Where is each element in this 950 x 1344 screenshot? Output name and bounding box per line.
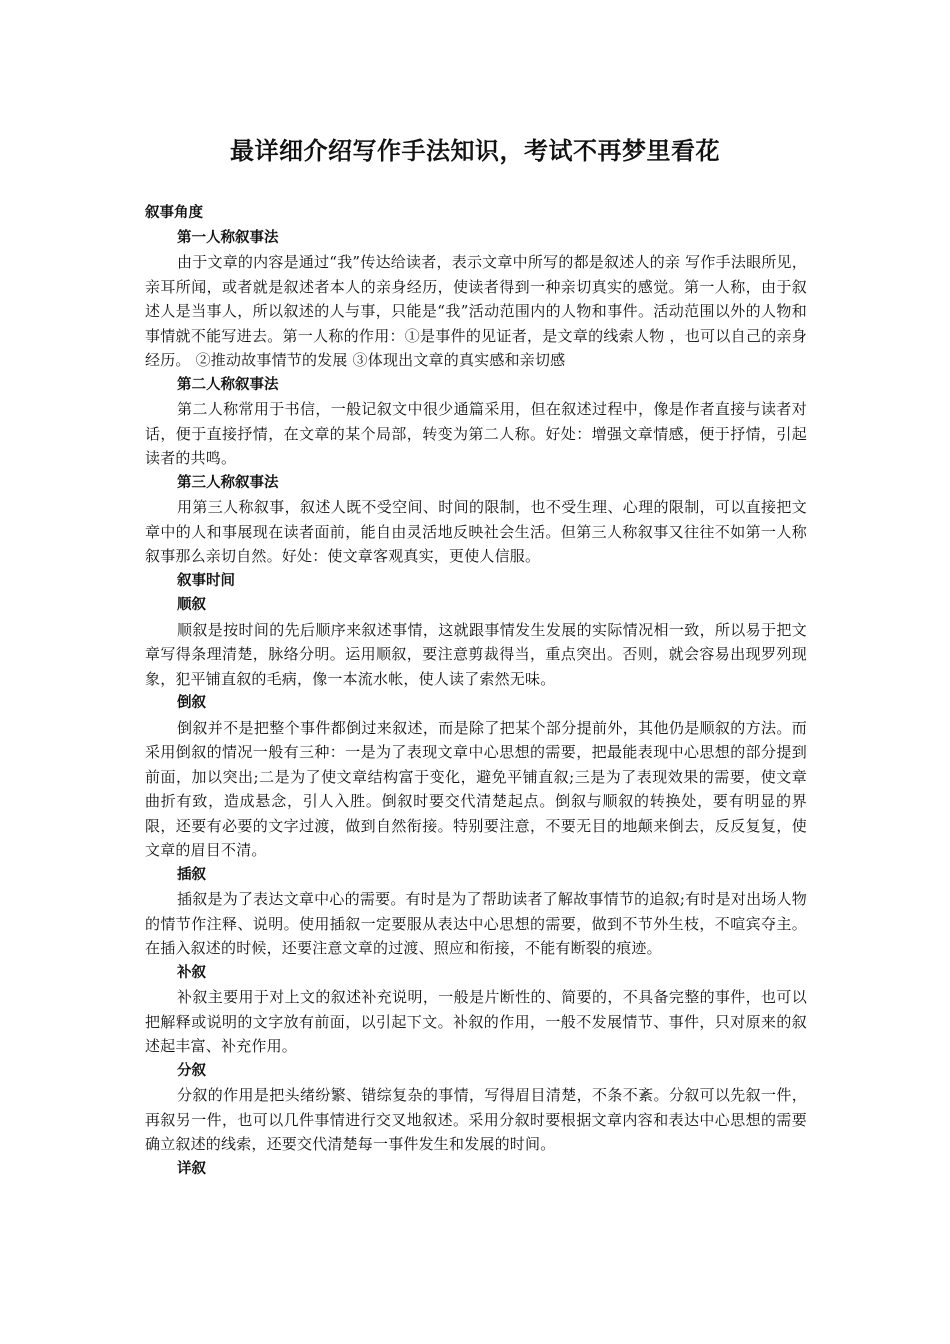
paragraph-second-person: 第二人称常用于书信，一般记叙文中很少通篇采用，但在叙述过程中，像是作者直接与读者对话，便于直接抒情，在文章的某个局部，转变为第二人称。好处：增强文章情感，便于抒情，引起读者的共鸣。 — [145, 400, 807, 467]
subheading-narrative-time: 叙事时间 — [177, 572, 235, 589]
paragraph-supplementary: 补叙主要用于对上文的叙述补充说明，一般是片断性的、简要的，不具备完整的事件，也可以把解释或说明的文字放有前面，以引起下文。补叙的作用，一般不发展情节、事件，只对原来的叙述起丰富、补充作用。 — [145, 988, 807, 1055]
subheading-chronological: 顺叙 — [177, 597, 206, 613]
section-heading-narrative-angle: 叙事角度 — [145, 205, 203, 221]
subheading-flashback: 倒叙 — [177, 695, 206, 711]
paragraph-third-person: 用第三人称叙事，叙述人既不受空间、时间的限制，也不受生理、心理的限制，可以直接把文章中的人和事展现在读者面前，能自由灵活地反映社会生活。但第三人称叙事又往往不如第一人称叙事那么亲切自然。好处：使文章客观真实，更使人信服。 — [145, 498, 807, 565]
subheading-detailed: 详叙 — [177, 1160, 206, 1177]
subheading-supplementary: 补叙 — [177, 964, 206, 981]
paragraph-first-person: 由于文章的内容是通过“我”传达给读者，表示文章中所写的都是叙述人的亲 写作手法眼所见，亲耳所闻，或者就是叙述者本人的亲身经历，使读者得到一种亲切真实的感觉。第一人称，由于叙述人是当事人，所以叙述的人与事，只能是“我”活动范围内的人物和事件。活动范围以外的人物和事情就不能写进去。第一人称的作用：①是事件的见证者，是文章的线索人物 ，也可以自己的亲身经历。 ②推动故事情节的发展 ③体现出文章的真实感和亲切感 — [145, 253, 807, 369]
document-body — [145, 201, 807, 1181]
subheading-second-person: 第二人称叙事法 — [177, 376, 279, 393]
subheading-separate: 分叙 — [177, 1062, 206, 1079]
paragraph-separate: 分叙的作用是把头绪纷繁、错综复杂的事情，写得眉目清楚，不条不紊。分叙可以先叙一件，再叙另一件，也可以几件事情进行交叉地叙述。采用分叙时要根据文章内容和表达中心思想的需要确立叙述的线索，还要交代清楚每一事件发生和发展的时间。 — [145, 1086, 807, 1153]
document-title: 最详细介绍写作手法知识，考试不再梦里看花 — [230, 137, 720, 165]
subheading-interpolation: 插叙 — [177, 866, 206, 883]
paragraph-chronological: 顺叙是按时间的先后顺序来叙述事情，这就跟事情发生发展的实际情况相一致，所以易于把文章写得条理清楚，脉络分明。运用顺叙，要注意剪裁得当，重点突出。否则，就会容易出现罗列现象，犯平铺直叙的毛病，像一本流水帐，使人读了索然无味。 — [145, 620, 807, 688]
paragraph-interpolation: 插叙是为了表达文章中心的需要。有时是为了帮助读者了解故事情节的追叙;有时是对出场人物的情节作注释、说明。使用插叙一定要服从表达中心思想的需要，做到不节外生枝，不喧宾夺主。在插入叙述的时候，还要注意文章的过渡、照应和衔接，不能有断裂的痕迹。 — [145, 890, 807, 957]
paragraph-flashback: 倒叙并不是把整个事件都倒过来叙述，而是除了把某个部分提前外，其他仍是顺叙的方法。而采用倒叙的情况一般有三种：一是为了表现文章中心思想的需要，把最能表现中心思想的部分提到前面，加以突出;二是为了使文章结构富于变化，避免平铺直叙;三是为了表现效果的需要，使文章曲折有致，造成悬念，引人入胜。倒叙时要交代清楚起点。倒叙与顺叙的转换处，要有明显的界限，还要有必要的文字过渡，做到自然衔接。特别要注意，不要无目的地颠来倒去，反反复复，使文章的眉目不清。 — [145, 718, 807, 859]
subheading-third-person: 第三人称叙事法 — [177, 474, 279, 491]
subheading-first-person: 第一人称叙事法 — [177, 229, 279, 246]
